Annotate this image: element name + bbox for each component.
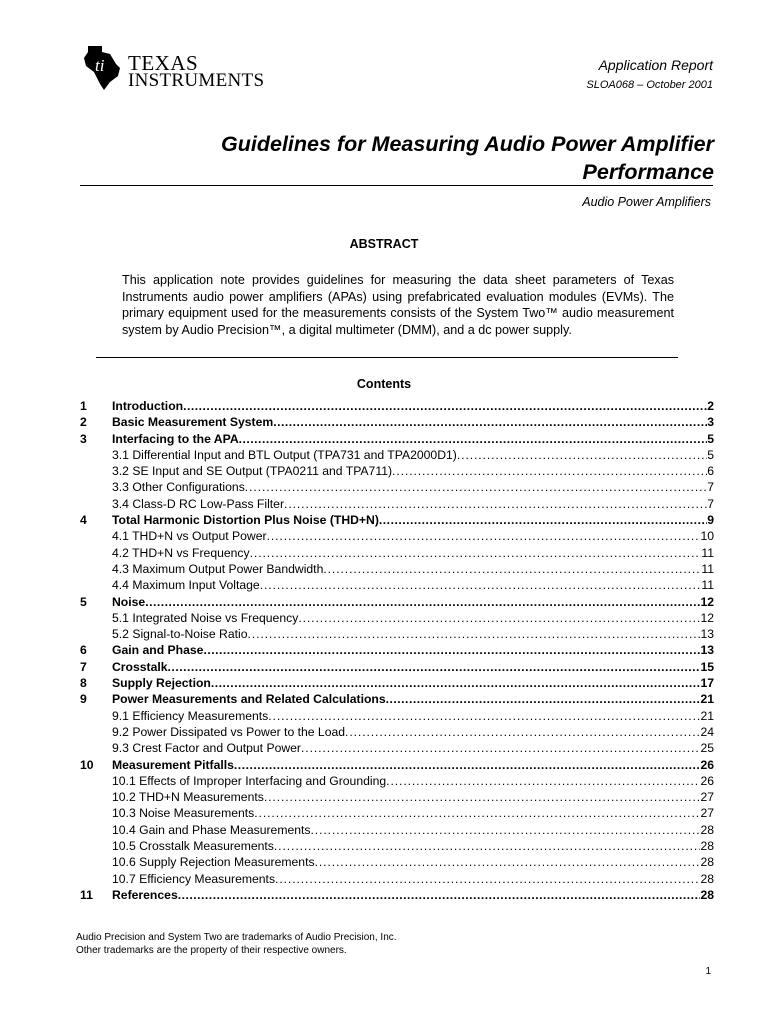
toc-leader-dots [234, 757, 701, 773]
toc-entry-page: 27 [700, 790, 714, 805]
toc-entry-number: 6 [80, 643, 87, 658]
toc-entry-number: 10 [80, 757, 94, 772]
toc-entry-page: 9 [707, 513, 714, 528]
trademark-line-1: Audio Precision and System Two are trademarks of Audio Precision, Inc. [76, 932, 397, 943]
toc-entry-page: 7 [707, 496, 714, 511]
toc-leader-dots [392, 463, 707, 479]
subtitle: Audio Power Amplifiers [582, 195, 711, 209]
toc-leader-dots [274, 838, 701, 854]
title-line-2: Performance [582, 160, 714, 184]
toc-leader-dots [457, 447, 707, 463]
toc-leader-dots [386, 773, 700, 789]
toc-leader-dots [211, 675, 701, 691]
toc-entry-label: 9.3 Crest Factor and Output Power [112, 741, 301, 756]
brand-line-1: TEXAS [128, 51, 199, 75]
toc-entry-page: 6 [707, 464, 714, 479]
brand-line-2: INSTRUMENTS [128, 70, 265, 91]
toc-entry-number: 3 [80, 431, 87, 446]
toc-entry-label: Total Harmonic Distortion Plus Noise (THD+N) [112, 513, 379, 528]
toc-entry-label: 3.3 Other Configurations [112, 480, 245, 495]
toc-leader-dots [273, 414, 707, 430]
toc-leader-dots [386, 691, 701, 707]
toc-entry[interactable] [80, 577, 714, 593]
toc-entry-page: 12 [700, 610, 714, 625]
company-logo [82, 42, 265, 100]
toc-entry-label: Basic Measurement System [112, 415, 274, 430]
toc-leader-dots [301, 740, 700, 756]
toc-entry-page: 3 [707, 415, 714, 430]
toc-entry[interactable] [80, 431, 714, 447]
toc-entry-page: 27 [700, 806, 714, 821]
toc-entry-label: 4.1 THD+N vs Output Power [112, 529, 267, 544]
toc-entry-page: 11 [701, 561, 714, 576]
toc-entry[interactable] [80, 708, 714, 724]
toc-entry-label: Gain and Phase [112, 643, 204, 658]
title-line-1: Guidelines for Measuring Audio Power Amplifier [221, 132, 714, 156]
toc-entry-label: 10.7 Efficiency Measurements [112, 871, 276, 886]
toc-entry[interactable] [80, 659, 714, 675]
abstract-text: This application note provides guidelines for measuring the data sheet parameters of Texas Instruments audio power amplifiers (APAs) using prefabricated evaluation modules (EVMs). The primary equipment used for the measurements consists of the System Two™ audio measurement system by Audio Precision™, a digital multimeter (DMM), and a dc power supply. [122, 273, 674, 337]
toc-leader-dots [264, 789, 701, 805]
toc-entry-page: 21 [700, 692, 714, 707]
toc-entry-number: 7 [80, 659, 87, 674]
toc-entry-label: Supply Rejection [112, 676, 211, 691]
toc-entry-page: 28 [700, 822, 714, 837]
toc-leader-dots [183, 398, 707, 414]
toc-entry[interactable] [80, 528, 714, 544]
toc-entry[interactable] [80, 496, 714, 512]
toc-entry-page: 7 [707, 480, 714, 495]
toc-leader-dots [268, 708, 700, 724]
toc-leader-dots [245, 479, 707, 495]
contents-heading: Contents [356, 377, 412, 391]
toc-entry-page: 5 [707, 431, 714, 446]
toc-entry-label: Introduction [112, 399, 184, 413]
svg-text:ti: ti [95, 56, 105, 75]
toc-entry[interactable] [80, 545, 714, 561]
toc-leader-dots [298, 610, 700, 626]
toc-entry-page: 17 [700, 676, 714, 691]
toc-entry[interactable] [80, 887, 714, 903]
toc-entry[interactable] [80, 398, 714, 414]
toc-entry-label: 9.2 Power Dissipated vs Power to the Load [112, 724, 346, 739]
toc-leader-dots [254, 805, 700, 821]
toc-entry-label: 4.4 Maximum Input Voltage [112, 578, 260, 593]
toc-entry-page: 28 [700, 839, 714, 854]
toc-entry-number: 4 [80, 513, 87, 528]
toc-entry[interactable] [80, 871, 714, 887]
toc-entry-label: 3.4 Class-D RC Low-Pass Filter [112, 496, 285, 511]
toc-entry-number: 5 [80, 594, 87, 609]
toc-entry[interactable] [80, 414, 714, 430]
toc-entry[interactable] [80, 626, 714, 642]
toc-entry[interactable] [80, 610, 714, 626]
toc-entry-page: 2 [707, 399, 714, 413]
toc-entry-label: 4.3 Maximum Output Power Bandwidth [112, 561, 324, 576]
toc-leader-dots [284, 496, 707, 512]
toc-entry[interactable] [80, 854, 714, 870]
toc-entry-label: 10.2 THD+N Measurements [112, 790, 264, 805]
toc-entry-label: 3.2 SE Input and SE Output (TPA0211 and TPA711) [112, 464, 393, 479]
toc-leader-dots [260, 577, 702, 593]
toc-entry-number: 8 [80, 676, 87, 691]
toc-entry-page: 11 [701, 578, 714, 593]
toc-entry[interactable] [80, 594, 714, 610]
toc-entry[interactable] [80, 740, 714, 756]
toc-entry-label: Interfacing to the APA [112, 431, 239, 446]
toc-leader-dots [311, 822, 701, 838]
trademark-line-2: Other trademarks are the property of their respective owners. [76, 945, 347, 956]
toc-entry[interactable] [80, 805, 714, 821]
toc-leader-dots [323, 561, 701, 577]
toc-entry-label: 10.3 Noise Measurements [112, 806, 255, 821]
toc-entry[interactable] [80, 512, 714, 528]
title-divider [80, 185, 713, 186]
toc-entry[interactable] [80, 757, 714, 773]
toc-entry[interactable] [80, 773, 714, 789]
toc-entry-number: 9 [80, 692, 87, 707]
toc-entry-number: 2 [80, 415, 87, 430]
table-of-contents [80, 398, 714, 903]
toc-entry-page: 28 [700, 855, 714, 870]
toc-entry-page: 11 [701, 545, 714, 560]
toc-entry-page: 21 [700, 708, 714, 723]
page-title [154, 130, 714, 186]
toc-leader-dots [168, 659, 701, 675]
toc-entry-page: 26 [700, 773, 714, 788]
toc-entry-page: 10 [700, 529, 714, 544]
toc-entry-label: Power Measurements and Related Calculations [112, 692, 386, 707]
toc-entry[interactable] [80, 789, 714, 805]
toc-entry-label: References [112, 887, 178, 902]
toc-entry[interactable] [80, 691, 714, 707]
toc-entry-label: 10.1 Effects of Improper Interfacing and Grounding [112, 773, 387, 788]
toc-leader-dots [239, 431, 708, 447]
toc-entry-label: 3.1 Differential Input and BTL Output (TPA731 and TPA2000D1) [112, 447, 457, 462]
toc-leader-dots [145, 594, 700, 610]
toc-leader-dots [315, 854, 701, 870]
toc-entry[interactable] [80, 642, 714, 658]
toc-entry[interactable] [80, 479, 714, 495]
toc-entry-label: 4.2 THD+N vs Frequency [112, 545, 250, 560]
toc-entry-page: 24 [700, 724, 714, 739]
toc-entry-page: 12 [700, 594, 714, 609]
toc-entry-page: 13 [700, 627, 714, 642]
toc-entry-label: 10.4 Gain and Phase Measurements [112, 822, 311, 837]
toc-entry-label: Noise [112, 594, 146, 609]
toc-entry-page: 15 [700, 659, 714, 674]
toc-entry-page: 28 [700, 887, 714, 902]
toc-leader-dots [248, 626, 701, 642]
toc-leader-dots [178, 887, 701, 903]
abstract-divider [96, 357, 678, 358]
toc-leader-dots [275, 871, 700, 887]
toc-entry-label: 5.1 Integrated Noise vs Frequency [112, 610, 299, 625]
toc-entry-number: 1 [80, 399, 87, 413]
abstract-heading: ABSTRACT [349, 237, 419, 251]
toc-entry[interactable] [80, 675, 714, 691]
toc-entry-page: 26 [700, 757, 714, 772]
toc-entry-page: 25 [700, 741, 714, 756]
toc-entry[interactable] [80, 447, 714, 463]
toc-leader-dots [203, 642, 700, 658]
page-number: 1 [705, 966, 711, 977]
toc-entry-label: 9.1 Efficiency Measurements [112, 708, 269, 723]
texas-instruments-logo-icon [82, 42, 126, 92]
toc-entry[interactable] [80, 463, 714, 479]
toc-entry-label: Crosstalk [112, 659, 168, 674]
report-type: Application Report [598, 57, 713, 73]
toc-entry-label: 5.2 Signal-to-Noise Ratio [112, 627, 248, 642]
toc-entry-number: 11 [80, 887, 93, 902]
toc-entry-label: 10.6 Supply Rejection Measurements [112, 855, 315, 870]
toc-entry-page: 5 [707, 447, 714, 462]
toc-entry-page: 28 [700, 871, 714, 886]
toc-entry[interactable] [80, 561, 714, 577]
trademark-footnote [76, 931, 397, 957]
toc-entry-label: Measurement Pitfalls [112, 757, 234, 772]
toc-leader-dots [250, 545, 702, 561]
toc-leader-dots [379, 512, 707, 528]
toc-entry[interactable] [80, 724, 714, 740]
toc-entry[interactable] [80, 822, 714, 838]
toc-leader-dots [345, 724, 700, 740]
toc-entry-page: 13 [700, 643, 714, 658]
toc-entry[interactable] [80, 838, 714, 854]
toc-entry-label: 10.5 Crosstalk Measurements [112, 839, 274, 854]
report-id: SLOA068 – October 2001 [586, 79, 713, 91]
toc-leader-dots [267, 528, 701, 544]
